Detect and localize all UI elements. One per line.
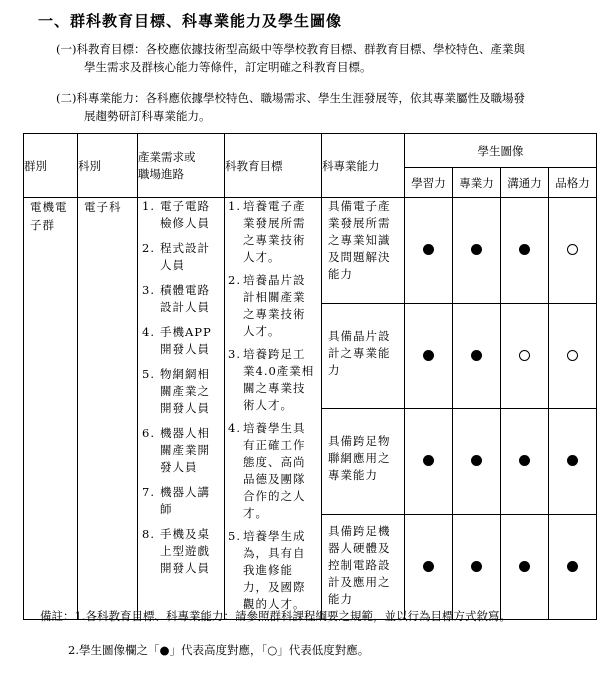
professional-ability-line2: 展趨勢研訂科專業能力。 (84, 109, 211, 123)
filled-circle-icon (471, 561, 482, 572)
filled-circle-icon (567, 561, 578, 572)
goal-cell (225, 198, 322, 620)
goal-item: 4. 培養學生具有正確工作態度、高尚品德及團隊合作的之人才。 (228, 421, 306, 520)
note-1: 備註：1.各科教育目標、科專業能力：請參照群科課程綱要之規範，並以行為目標方式敘寫。 (40, 609, 511, 623)
header-communication: 溝通力 (501, 168, 549, 198)
career-item: 7. 機器人講師 (142, 485, 210, 516)
open-circle-icon (567, 350, 578, 361)
header-character: 品格力 (549, 168, 597, 198)
dept-cell (78, 198, 138, 620)
header-dept: 科別 (78, 134, 138, 198)
filled-circle-icon (471, 244, 482, 255)
professional-ability-label: (二)科專業能力： (56, 91, 146, 105)
ability-cell: 具備晶片設計之專業能力 (322, 303, 405, 409)
ability-cell: 具備電子產業發展所需之專業知識及問題解決能力 (322, 198, 405, 304)
mark-cell (453, 409, 501, 515)
mark-cell (549, 514, 597, 620)
career-item: 2. 程式設計人員 (142, 241, 210, 272)
open-circle-icon (519, 350, 530, 361)
header-group: 群別 (24, 134, 78, 198)
filled-circle-icon (423, 350, 434, 361)
mark-cell (453, 514, 501, 620)
education-goal-paragraph (56, 40, 596, 76)
header-ability: 科專業能力 (322, 134, 405, 198)
filled-circle-icon (471, 455, 482, 466)
mark-cell (549, 409, 597, 515)
mark-cell (501, 514, 549, 620)
career-item: 6. 機器人相關產業開發人員 (142, 426, 210, 474)
mark-cell (549, 303, 597, 409)
ability-cell: 具備跨足機器人硬體及控制電路設計及應用之能力 (322, 514, 405, 620)
education-goal-line2: 學生需求及群核心能力等條件，訂定明確之科教育目標。 (84, 60, 372, 74)
career-item: 1. 電子電路檢修人員 (142, 199, 210, 230)
mark-cell (405, 514, 453, 620)
career-item: 4. 手機APP開發人員 (142, 325, 212, 356)
mark-cell (453, 303, 501, 409)
mark-cell (405, 409, 453, 515)
education-goal-line1: 各校應依據技術型高級中等學校教育目標、群教育目標、學校特色、產業與 (145, 42, 525, 56)
open-circle-icon (567, 244, 578, 255)
curriculum-table (23, 133, 597, 620)
filled-circle-icon (519, 455, 530, 466)
header-career: 產業需求或職場進路 (138, 134, 225, 198)
dept-name: 電子科 (84, 200, 122, 214)
goal-item: 2. 培養晶片設計相關產業之專業技術人才。 (228, 273, 306, 338)
header-professional: 專業力 (453, 168, 501, 198)
filled-circle-icon (423, 455, 434, 466)
career-item: 3. 積體電路設計人員 (142, 283, 210, 314)
mark-cell (405, 303, 453, 409)
header-goal: 科教育目標 (225, 134, 322, 198)
filled-circle-icon (567, 455, 578, 466)
filled-circle-icon (519, 244, 530, 255)
professional-ability-paragraph (56, 89, 596, 125)
mark-cell (501, 303, 549, 409)
filled-circle-icon (423, 244, 434, 255)
professional-ability-line1: 各科應依據學校特色、職場需求、學生生涯發展等，依其專業屬性及職場發 (145, 91, 525, 105)
note-2: 2.學生圖像欄之「●」代表高度對應，「○」代表低度對應。 (68, 643, 370, 657)
mark-cell (453, 198, 501, 304)
mark-cell (549, 198, 597, 304)
goal-item: 1. 培養電子產業發展所需之專業技術人才。 (228, 199, 306, 264)
goal-item: 5. 培養學生成為，具有自我進修能力，及國際觀的人才。 (228, 529, 306, 611)
goal-item: 3. 培養跨足工業4.0產業相關之專業技術人才。 (228, 347, 315, 412)
mark-cell (501, 409, 549, 515)
career-cell (138, 198, 225, 620)
filled-circle-icon (423, 561, 434, 572)
filled-circle-icon (519, 561, 530, 572)
group-cell (24, 198, 78, 620)
mark-cell (405, 198, 453, 304)
career-item: 8. 手機及桌上型遊戲開發人員 (142, 527, 210, 575)
header-portrait: 學生圖像 (405, 134, 597, 168)
ability-cell: 具備跨足物聯網應用之專業能力 (322, 409, 405, 515)
group-name: 電機電子群 (30, 200, 68, 232)
header-learning: 學習力 (405, 168, 453, 198)
career-item: 5. 物網網相關產業之開發人員 (142, 367, 210, 415)
education-goal-label: (一)科教育目標： (56, 42, 146, 56)
mark-cell (501, 198, 549, 304)
section-heading: 一、群科教育目標、科專業能力及學生圖像 (38, 12, 343, 30)
filled-circle-icon (471, 350, 482, 361)
